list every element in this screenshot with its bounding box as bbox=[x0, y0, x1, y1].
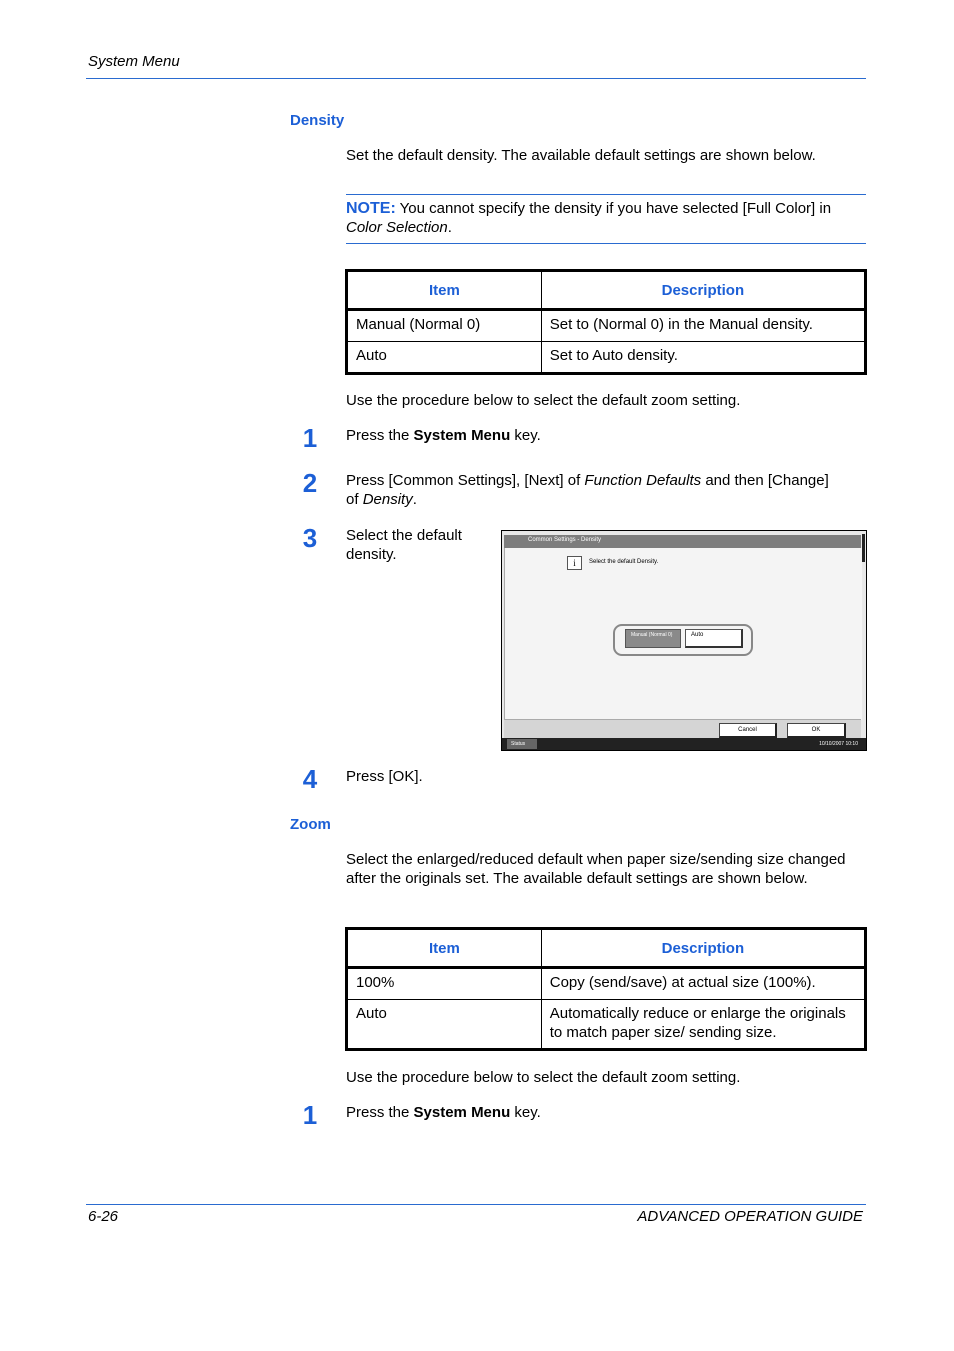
note-box bbox=[346, 194, 866, 244]
table-cell-description: Copy (send/save) at actual size (100%). bbox=[541, 968, 865, 1000]
density-heading: Density bbox=[290, 112, 345, 129]
step-key-name: System Menu bbox=[413, 427, 511, 444]
auto-button[interactable]: Auto bbox=[685, 629, 743, 648]
ok-button[interactable]: OK bbox=[787, 723, 846, 738]
table-row bbox=[347, 342, 866, 374]
running-header: System Menu bbox=[88, 53, 180, 70]
table-row bbox=[347, 1000, 866, 1050]
guide-title: ADVANCED OPERATION GUIDE bbox=[637, 1208, 863, 1225]
step-number: 4 bbox=[302, 764, 318, 794]
table-row bbox=[347, 968, 866, 1000]
zoom-procedure-intro: Use the procedure below to select the default zoom setting. bbox=[346, 1069, 741, 1086]
step-text-part: key. bbox=[510, 1104, 541, 1121]
step-text: Select the default density. bbox=[346, 527, 462, 563]
table-cell-item: Manual (Normal 0) bbox=[347, 310, 542, 342]
step-text bbox=[346, 471, 868, 509]
step-number: 1 bbox=[302, 1100, 318, 1130]
step-text-italic: Density bbox=[362, 491, 413, 508]
density-procedure-intro: Use the procedure below to select the default zoom setting. bbox=[346, 392, 741, 409]
status-bar bbox=[502, 738, 866, 750]
note-text-italic: Color Selection bbox=[346, 219, 448, 236]
table-cell-item: Auto bbox=[347, 1000, 542, 1050]
status-button[interactable]: Status bbox=[507, 739, 537, 749]
page-number: 6-26 bbox=[88, 1208, 119, 1225]
footer-rule bbox=[86, 1204, 866, 1205]
density-option-group bbox=[613, 624, 753, 656]
screen-message: Select the default Density. bbox=[589, 559, 659, 565]
table-cell-description: Set to Auto density. bbox=[541, 342, 865, 374]
note-text-end: . bbox=[447, 219, 452, 236]
header-rule bbox=[86, 78, 866, 79]
note-label: NOTE: bbox=[346, 200, 396, 217]
column-header-description: Description bbox=[541, 271, 865, 310]
zoom-table bbox=[345, 927, 867, 1051]
step-text-part: Press the bbox=[346, 1104, 414, 1121]
step-text-part: of bbox=[346, 491, 363, 508]
step-number: 3 bbox=[302, 523, 318, 553]
screen-edge-bar bbox=[862, 534, 865, 562]
step-text bbox=[346, 1103, 541, 1122]
column-header-description: Description bbox=[541, 929, 865, 968]
step-key-name: System Menu bbox=[413, 1104, 511, 1121]
step-text-italic: Function Defaults bbox=[584, 472, 702, 489]
step-number: 2 bbox=[302, 468, 318, 498]
step-text: Press [OK]. bbox=[346, 768, 423, 785]
density-screen-screenshot bbox=[501, 530, 867, 751]
cancel-button[interactable]: Cancel bbox=[719, 723, 777, 738]
step-text-part: Press the bbox=[346, 427, 414, 444]
table-cell-item: 100% bbox=[347, 968, 542, 1000]
screen-button-bar bbox=[504, 719, 861, 738]
screen-title: Common Settings - Density bbox=[528, 537, 602, 543]
zoom-heading: Zoom bbox=[290, 816, 331, 833]
note-text: You cannot specify the density if you have selected [Full Color] in bbox=[395, 200, 832, 217]
step-number: 1 bbox=[302, 423, 318, 453]
info-icon: i bbox=[567, 556, 582, 570]
zoom-intro: Select the enlarged/reduced default when paper size/sending size changed after the originals set. The available default settings are shown below. bbox=[346, 851, 846, 887]
table-cell-description: Set to (Normal 0) in the Manual density. bbox=[541, 310, 865, 342]
screen-body bbox=[504, 548, 862, 720]
table-header-row bbox=[347, 929, 866, 968]
density-table bbox=[345, 269, 867, 375]
step-text-part: key. bbox=[510, 427, 541, 444]
density-intro: Set the default density. The available default settings are shown below. bbox=[346, 147, 816, 164]
manual-normal-0-button[interactable]: Manual (Normal 0) bbox=[625, 629, 681, 648]
table-cell-description: Automatically reduce or enlarge the originals to match paper size/ sending size. bbox=[541, 1000, 865, 1050]
column-header-item: Item bbox=[347, 929, 542, 968]
step-text-part: and then [Change] bbox=[701, 472, 829, 489]
screen-title-bar bbox=[504, 535, 861, 548]
table-cell-item: Auto bbox=[347, 342, 542, 374]
table-row bbox=[347, 310, 866, 342]
step-text-part: . bbox=[412, 491, 417, 508]
step-text-part: Press [Common Settings], [Next] of bbox=[346, 472, 585, 489]
column-header-item: Item bbox=[347, 271, 542, 310]
step-text bbox=[346, 426, 541, 445]
table-header-row bbox=[347, 271, 866, 310]
status-datetime: 10/10/2007 10:10 bbox=[819, 741, 858, 747]
